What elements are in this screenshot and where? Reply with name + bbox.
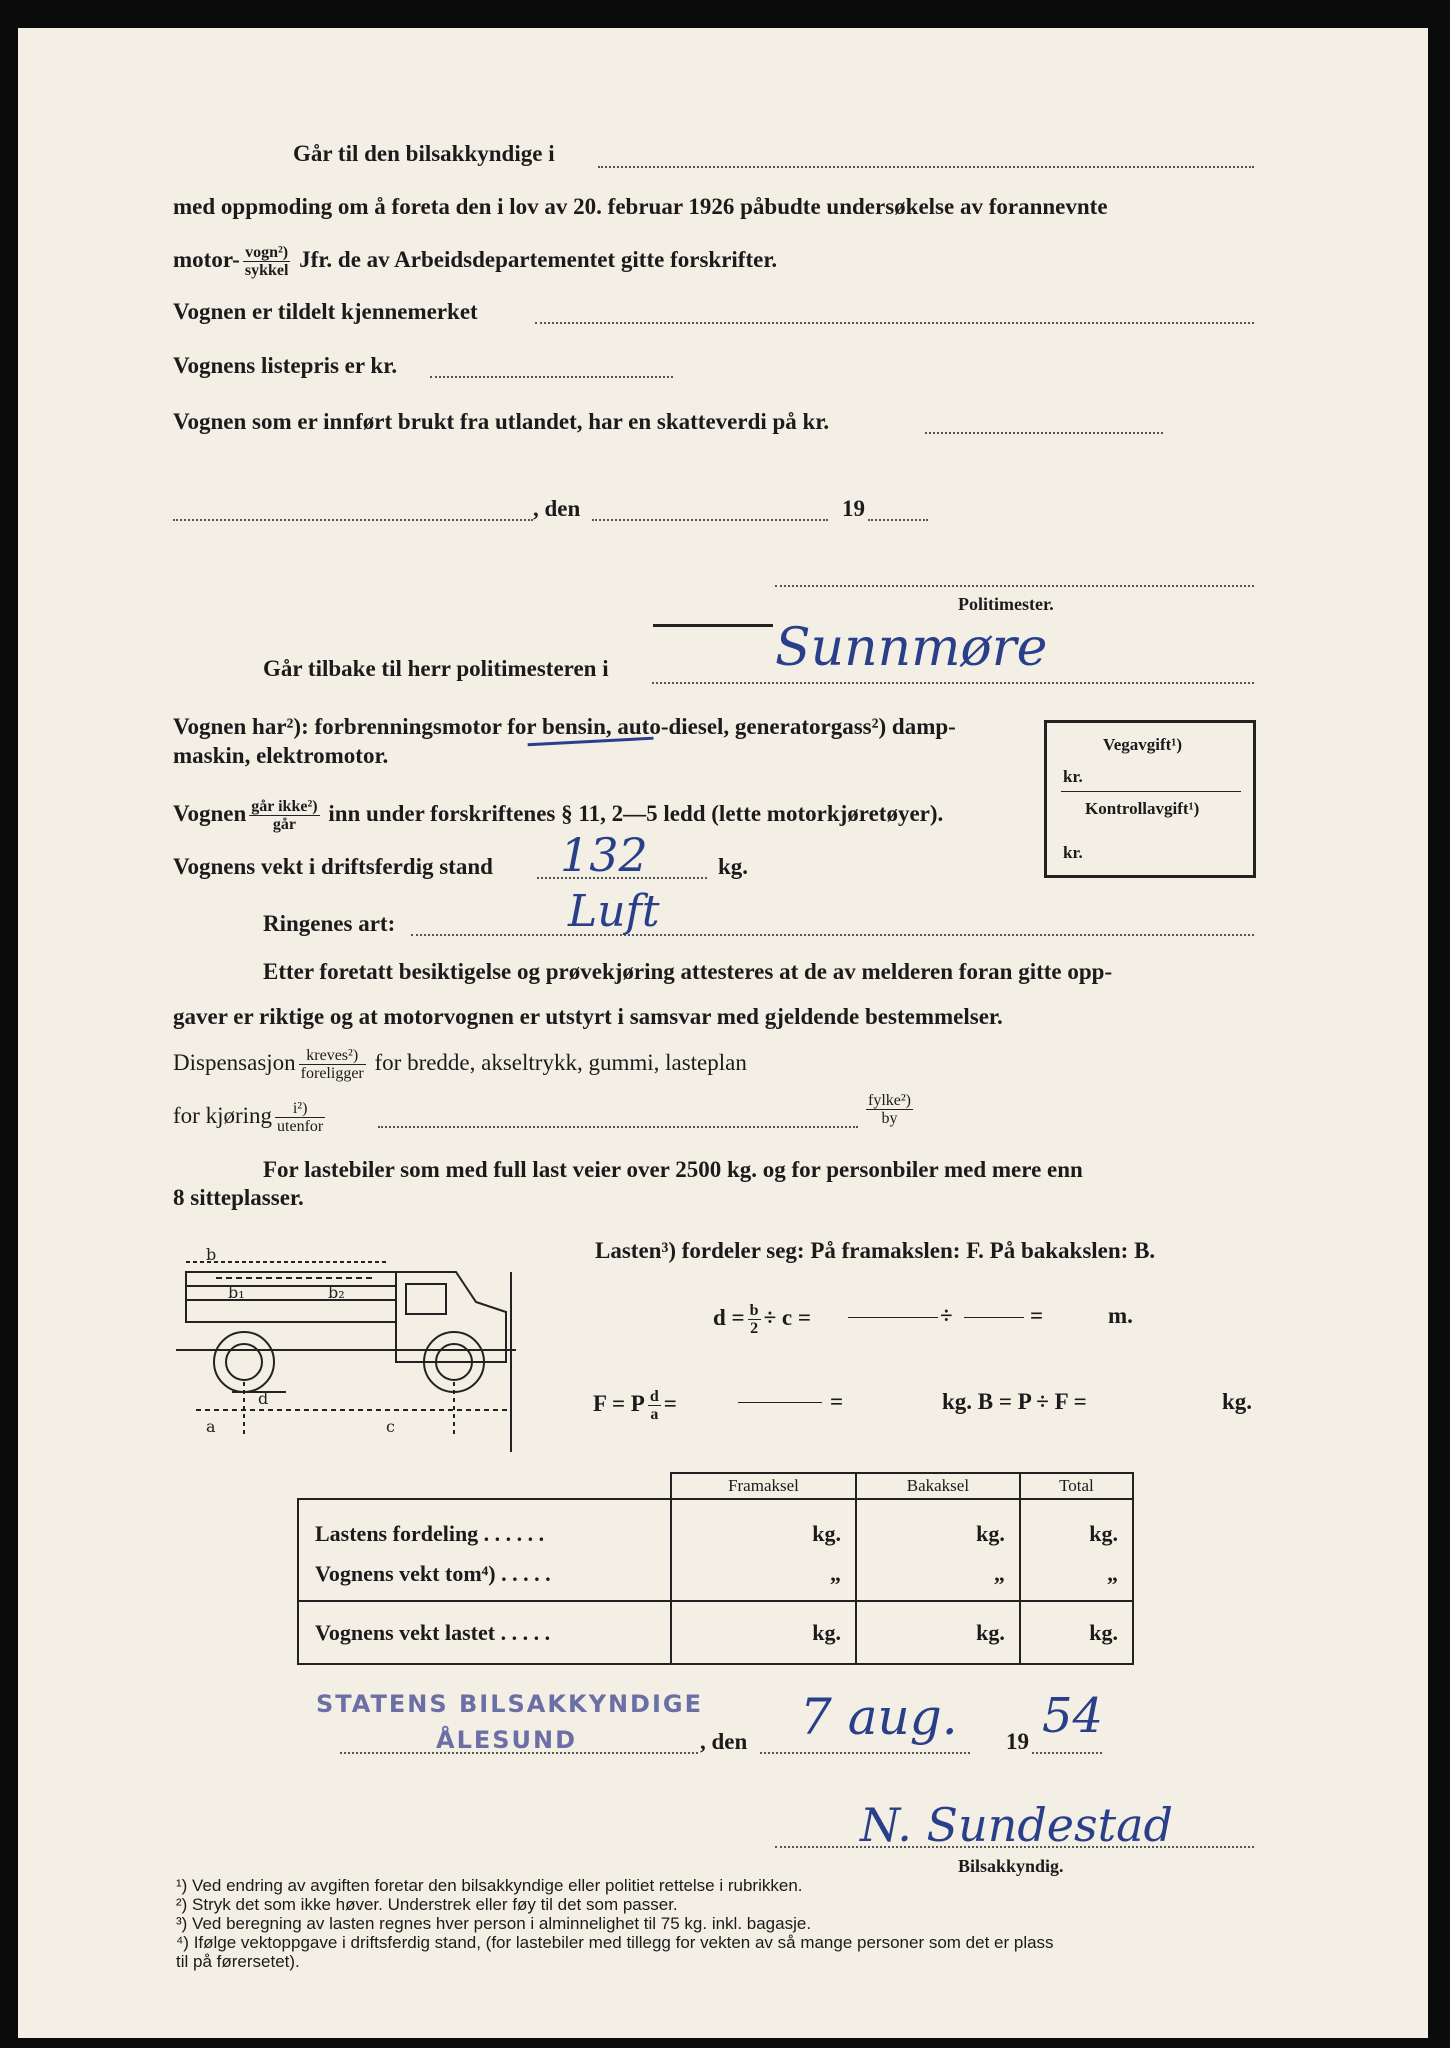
truck-label-b1: b₁	[228, 1283, 245, 1302]
attest-line1: Etter foretatt besiktigelse og prøvekjøring attesteres at de av melderen foran gitte opp-	[263, 959, 1113, 984]
forskrifter-text: Jfr. de av Arbeidsdepartementet gitte forskrifter.	[299, 246, 778, 272]
gar-tilbake-label: Går tilbake til herr politimesteren i	[263, 656, 609, 681]
listepris-field[interactable]	[430, 376, 673, 378]
bakaksel-tom-unit: „	[993, 1561, 1005, 1587]
lastebil-intro-line1: For lastebiler som med full last veier over 2500 kg. og for personbiler med mere enn	[263, 1157, 1083, 1182]
truck-label-b2: b₂	[328, 1283, 345, 1302]
fylke-frac-bottom: by	[881, 1110, 898, 1127]
kjoring-frac-bottom: utenfor	[277, 1118, 324, 1135]
vekt-unit: kg.	[718, 854, 749, 879]
den-label-2: , den	[700, 1729, 748, 1754]
motor-type-line1: Vognen har²): forbrenningsmotor for bensin, auto-diesel, generatorgass²) damp-	[173, 714, 956, 739]
formula-f-eq2: =	[830, 1389, 844, 1414]
total-fordeling-unit: kg.	[1089, 1521, 1118, 1547]
fordeler-text: Lasten³) fordeler seg: På framakslen: F. På bakakslen: B.	[595, 1238, 1156, 1263]
footnote-1: ¹) Ved endring av avgiften foretar den bilsakkyndige eller politiet rettelse i rubrikken.	[176, 1876, 803, 1895]
formula-d-rest: ÷ c =	[763, 1304, 811, 1330]
kjoring-frac-top: i²)	[275, 1100, 325, 1118]
kjoring-field[interactable]	[378, 1126, 858, 1128]
truck-label-a: a	[206, 1417, 216, 1436]
dispensasjon-label: Dispensasjon	[173, 1049, 296, 1075]
year-field-2[interactable]	[1032, 1752, 1102, 1754]
table-corner	[298, 1473, 671, 1499]
ringenes-handwriting: Luft	[568, 886, 660, 937]
gar-frac-top: går ikke²)	[251, 798, 318, 815]
weight-table	[297, 1472, 1134, 1665]
footnote-4-cont: til på førersetet).	[176, 1952, 300, 1971]
fylke-frac-top: fylke²)	[868, 1092, 911, 1109]
d-frac-top: b	[749, 1302, 759, 1319]
f-frac-top: d	[649, 1388, 659, 1405]
vognen-label: Vognen	[173, 800, 247, 826]
formula-d-label: d =	[713, 1304, 745, 1330]
truck-label-d: d	[258, 1389, 269, 1408]
framaksel-tom-unit: „	[829, 1561, 841, 1587]
d-frac-bottom: 2	[750, 1320, 759, 1337]
footnote-3: ³) Ved beregning av lasten regnes hver person i alminnelighet til 75 kg. inkl. bagasje.	[176, 1914, 812, 1933]
formula-f-label: F = P	[593, 1390, 645, 1416]
dispensasjon-line	[173, 1047, 747, 1082]
disp-frac-bottom: foreligger	[300, 1065, 364, 1082]
d-fraction	[748, 1302, 761, 1337]
fylke-fraction	[866, 1092, 913, 1127]
vekt-handwriting: 132	[560, 828, 648, 882]
framaksel-lastet-cell[interactable]: kg.	[671, 1601, 856, 1664]
dispensasjon-text: for bredde, akseltrykk, gummi, lasteplan	[374, 1049, 747, 1075]
bilsakkyndig-signature: N. Sundestad	[860, 1798, 1173, 1852]
forskrift-text: inn under forskriftenes § 11, 2—5 ledd (lette motorkjøretøyer).	[328, 800, 944, 826]
attest-line2: gaver er riktige og at motorvognen er utstyrt i samsvar med gjeldende bestemmelser.	[173, 1004, 1003, 1029]
formula-b: kg. B = P ÷ F =	[942, 1389, 1087, 1414]
d-value-field-1[interactable]	[848, 1317, 938, 1318]
truck-label-b: b	[206, 1245, 217, 1264]
motor-frac-top: vogn²)	[243, 244, 291, 262]
table-row-labels-top	[298, 1499, 671, 1601]
header-total: Total	[1020, 1473, 1133, 1499]
total-tom-unit: „	[1107, 1561, 1118, 1587]
bilsakkyndig-field[interactable]	[598, 166, 1254, 168]
header-framaksel: Framaksel	[671, 1473, 856, 1499]
bakaksel-fordeling-unit: kg.	[976, 1521, 1005, 1547]
formula-div: ÷	[940, 1303, 953, 1328]
kontrollavgift-label: Kontrollavgift¹)	[1085, 799, 1200, 818]
framaksel-top-cell[interactable]	[671, 1499, 856, 1601]
vegavgift-field[interactable]	[1061, 791, 1241, 792]
truck-label-c: c	[386, 1417, 395, 1436]
formula-eq: =	[1030, 1303, 1044, 1328]
gar-fraction	[249, 798, 319, 833]
vegavgift-kr: kr.	[1063, 767, 1083, 786]
den-label-1: , den	[533, 496, 581, 521]
skatteverdi-field[interactable]	[925, 432, 1163, 434]
motor-frac-bottom: sykkel	[244, 262, 289, 279]
disp-frac-top: kreves²)	[299, 1047, 366, 1065]
motor-prefix: motor-	[173, 246, 240, 272]
formula-m: m.	[1108, 1303, 1133, 1328]
vegavgift-label: Vegavgift¹)	[1103, 735, 1183, 754]
date-field-2[interactable]	[760, 1752, 970, 1754]
section-divider	[653, 624, 773, 627]
formula-f-eq: =	[663, 1390, 677, 1416]
date-field-1[interactable]	[592, 519, 828, 521]
total-lastet-cell[interactable]: kg.	[1020, 1601, 1133, 1664]
skatteverdi-label: Vognen som er innført brukt fra utlandet, har en skatteverdi på kr.	[173, 409, 830, 434]
motor-line	[173, 244, 777, 279]
politimester-place-field[interactable]	[652, 682, 1254, 684]
fee-box	[1044, 720, 1256, 878]
place-handwriting: Sunnmøre	[775, 618, 1048, 678]
total-top-cell[interactable]	[1020, 1499, 1133, 1601]
motor-type-line2: maskin, elektromotor.	[173, 743, 389, 768]
footnote-4: ⁴) Ifølge vektoppgave i driftsferdig stand, (for lastebiler med tillegg for vekten av så mange personer som det er plass	[176, 1933, 1054, 1952]
f-frac-bottom: a	[650, 1406, 659, 1423]
bakaksel-top-cell[interactable]	[856, 1499, 1020, 1601]
truck-cab	[396, 1272, 506, 1362]
bilsakkyndig-line-label: Går til den bilsakkyndige i	[293, 141, 555, 166]
bilsakkyndig-label: Bilsakkyndig.	[958, 1856, 1064, 1876]
d-value-field-2[interactable]	[964, 1317, 1024, 1318]
disp-fraction	[299, 1047, 366, 1082]
date-handwriting: 7 aug.	[800, 1688, 958, 1746]
politimester-signature-field[interactable]	[775, 585, 1254, 587]
kjoring-fraction	[275, 1100, 325, 1135]
stamp-line2: ÅLESUND	[436, 1726, 578, 1754]
formula-d	[713, 1302, 811, 1337]
year-field-1[interactable]	[868, 519, 928, 521]
formula-kg-end: kg.	[1222, 1389, 1253, 1414]
formula-f	[593, 1388, 677, 1423]
politimester-label: Politimester.	[958, 594, 1054, 614]
truck-diagram	[176, 1232, 556, 1458]
kjoring-label: for kjøring	[173, 1102, 273, 1128]
bakaksel-lastet-cell[interactable]: kg.	[856, 1601, 1020, 1664]
lastebil-intro-line2: 8 sitteplasser.	[173, 1185, 304, 1210]
year-prefix-1: 19	[842, 496, 865, 521]
kjennemerke-label: Vognen er tildelt kjennemerket	[173, 299, 478, 324]
place-field[interactable]	[173, 519, 533, 521]
stamp-place-field[interactable]	[340, 1752, 698, 1754]
row-vekt-tom: Vognens vekt tom⁴) . . . . .	[315, 1561, 551, 1587]
row-vekt-lastet: Vognens vekt lastet . . . . .	[298, 1601, 671, 1664]
oppmoding-text: med oppmoding om å foreta den i lov av 20. februar 1926 påbudte undersøkelse av forannevnte	[173, 194, 1108, 219]
forskrift-line	[173, 798, 943, 833]
header-bakaksel: Bakaksel	[856, 1473, 1020, 1499]
kontrollavgift-kr: kr.	[1063, 843, 1083, 862]
row-lastens-fordeling: Lastens fordeling . . . . . .	[315, 1521, 545, 1547]
framaksel-fordeling-unit: kg.	[812, 1521, 841, 1547]
ringenes-field[interactable]	[411, 934, 1254, 936]
year-handwriting: 54	[1042, 1688, 1104, 1744]
gar-frac-bottom: går	[272, 816, 296, 833]
listepris-label: Vognens listepris er kr.	[173, 353, 398, 378]
kjennemerke-field[interactable]	[535, 322, 1254, 324]
truck-cargo-bed	[186, 1272, 396, 1322]
kjoring-line	[173, 1100, 328, 1135]
stamp-line1: STATENS BILSAKKYNDIGE	[316, 1690, 703, 1718]
f-fraction	[648, 1388, 661, 1423]
year-prefix-2: 19	[1006, 1729, 1029, 1754]
footnote-2: ²) Stryk det som ikke høver. Understrek eller føy til det som passer.	[176, 1895, 678, 1914]
fylke-fraction-wrap	[863, 1092, 916, 1127]
ringenes-label: Ringenes art:	[263, 911, 396, 936]
motor-fraction	[243, 244, 291, 279]
f-value-field[interactable]	[738, 1402, 822, 1403]
vekt-label: Vognens vekt i driftsferdig stand	[173, 854, 493, 879]
